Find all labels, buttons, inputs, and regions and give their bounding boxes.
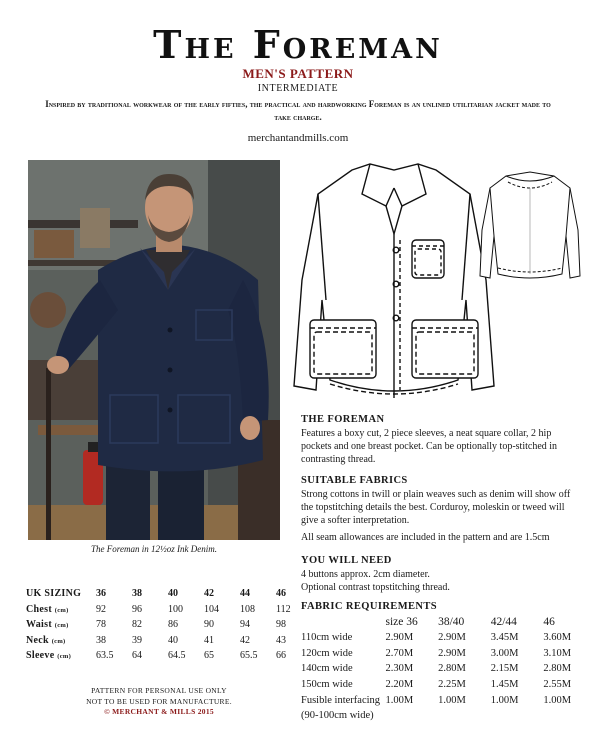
section-text: 4 buttons approx. 2cm diameter. — [301, 569, 430, 580]
table-cell: 2.80M — [543, 663, 572, 675]
table-cell: 63.5 — [96, 650, 114, 662]
size-label: 46 — [543, 615, 555, 628]
table-row — [301, 630, 596, 646]
section-heading: THE FOREMAN — [301, 414, 385, 425]
table-cell: 42 — [240, 634, 250, 646]
table-cell: 2.25M — [438, 679, 466, 691]
table-cell: 1.00M — [543, 694, 572, 706]
table-row — [26, 586, 312, 602]
table-cell: 2.20M — [385, 679, 414, 691]
table-cell: 64.5 — [168, 650, 186, 662]
size-label: 44 — [240, 588, 250, 600]
seam-allowance-note: All seam allowances are included in the pattern and are 1.5cm — [301, 532, 550, 543]
table-cell: 43 — [276, 634, 286, 646]
usage-note: PATTERN FOR PERSONAL USE ONLY — [91, 686, 227, 695]
width-label: 110cm wide — [301, 632, 353, 644]
measurement-label: Sleeve (cm) — [26, 650, 72, 662]
copyright: © MERCHANT & MILLS 2015 — [104, 707, 214, 716]
measurement-label: Neck (cm) — [26, 634, 66, 646]
table-cell: 1.00M — [385, 694, 414, 706]
table-cell: 64 — [132, 650, 142, 662]
table-cell: 3.00M — [490, 647, 519, 659]
table-cell: 2.30M — [385, 663, 414, 675]
section-text: Optional contrast topstitching thread. — [301, 582, 450, 593]
skill-level: INTERMEDIATE — [257, 83, 339, 94]
table-cell: 104 — [204, 603, 219, 615]
table-cell: 2.90M — [438, 632, 466, 644]
table-cell: 3.10M — [543, 647, 572, 659]
table-row — [301, 677, 596, 693]
pattern-footer — [28, 686, 290, 718]
size-label: size 36 — [385, 615, 418, 628]
table-cell: 78 — [96, 619, 106, 631]
table-cell: 86 — [168, 619, 178, 631]
table-cell: 96 — [132, 603, 142, 615]
table-cell: 66 — [276, 650, 286, 662]
fabric-requirements-table — [301, 614, 596, 724]
website-link[interactable]: merchantandmills.com — [247, 132, 349, 144]
size-label: 38 — [132, 588, 142, 600]
section-heading: YOU WILL NEED — [301, 555, 392, 566]
table-cell: 2.55M — [543, 679, 572, 691]
table-cell: 2.90M — [438, 647, 466, 659]
table-cell: 1.00M — [438, 694, 466, 706]
table-cell: 41 — [204, 634, 214, 646]
fabrics-section — [301, 474, 581, 548]
size-label: 42 — [204, 588, 214, 600]
table-cell: 90 — [204, 619, 214, 631]
table-cell: 98 — [276, 619, 286, 631]
table-cell: 3.60M — [543, 632, 572, 644]
pattern-title: The Foreman — [153, 22, 443, 67]
table-cell: 65.5 — [240, 650, 258, 662]
model-photo — [28, 160, 280, 540]
table-row — [301, 645, 596, 661]
uk-sizing-table — [26, 586, 312, 664]
description-section — [301, 413, 581, 470]
table-cell: 92 — [96, 603, 106, 615]
table-cell: 94 — [240, 619, 250, 631]
usage-note: NOT TO BE USED FOR MANUFACTURE. — [86, 696, 232, 706]
table-row — [26, 648, 312, 664]
table-row — [301, 708, 596, 724]
size-label: 38/40 — [438, 615, 465, 628]
measurement-label: Waist (cm) — [26, 619, 69, 631]
table-cell: 39 — [132, 634, 142, 646]
table-row — [301, 661, 596, 677]
section-text: Strong cottons in twill or plain weaves such as denim will show off the topstitching details the best. Corduroy, moleskin or tweed will give a softer interpretation. — [301, 489, 571, 526]
size-label: 46 — [276, 588, 286, 600]
notions-section — [301, 554, 581, 594]
table-cell: 2.70M — [385, 647, 414, 659]
table-cell: 1.00M — [490, 694, 519, 706]
table-cell: 65 — [204, 650, 214, 662]
table-cell: 108 — [240, 603, 255, 615]
interfacing-note: (90-100cm wide) — [301, 710, 374, 722]
table-cell: 2.80M — [438, 663, 466, 675]
table-cell: 3.45M — [490, 632, 519, 644]
table-cell: 2.15M — [490, 663, 519, 675]
measurement-label: Chest (cm) — [26, 603, 69, 615]
table-cell: 100 — [168, 603, 183, 615]
table-row — [26, 617, 312, 633]
fabric-requirements-heading-wrap — [301, 600, 581, 614]
table-row — [26, 602, 312, 618]
size-label: 36 — [96, 588, 106, 600]
table-cell: 40 — [168, 634, 178, 646]
intro-text: Inspired by traditional workwear of the early fifties, the practical and hardworking Foreman is an unlined utilitarian jacket made to take charge. — [45, 99, 551, 122]
width-label: 120cm wide — [301, 647, 353, 659]
size-label: 42/44 — [490, 615, 517, 628]
photo-caption: The Foreman in 12½oz Ink Denim. — [91, 544, 217, 554]
sizing-heading: UK SIZING — [26, 588, 82, 600]
jacket-back-drawing — [478, 170, 582, 287]
size-label: 40 — [168, 588, 178, 600]
table-cell: 38 — [96, 634, 106, 646]
jacket-front-drawing — [290, 160, 496, 411]
pattern-subtitle: MEN'S PATTERN — [242, 66, 354, 81]
table-cell: 1.45M — [490, 679, 519, 691]
table-row — [26, 633, 312, 649]
section-heading: FABRIC REQUIREMENTS — [301, 601, 438, 612]
table-cell: 82 — [132, 619, 142, 631]
width-label: 140cm wide — [301, 663, 353, 675]
table-cell: 112 — [276, 603, 291, 615]
width-label: Fusible interfacing — [301, 694, 381, 706]
table-cell: 2.90M — [385, 632, 414, 644]
table-row — [301, 692, 596, 708]
width-label: 150cm wide — [301, 679, 353, 691]
section-heading: SUITABLE FABRICS — [301, 475, 408, 486]
section-text: Features a boxy cut, 2 piece sleeves, a neat square collar, 2 hip pockets and one breast pocket. Can be optionally top-stitched in contrasting thread. — [301, 428, 558, 465]
table-row — [301, 614, 596, 630]
